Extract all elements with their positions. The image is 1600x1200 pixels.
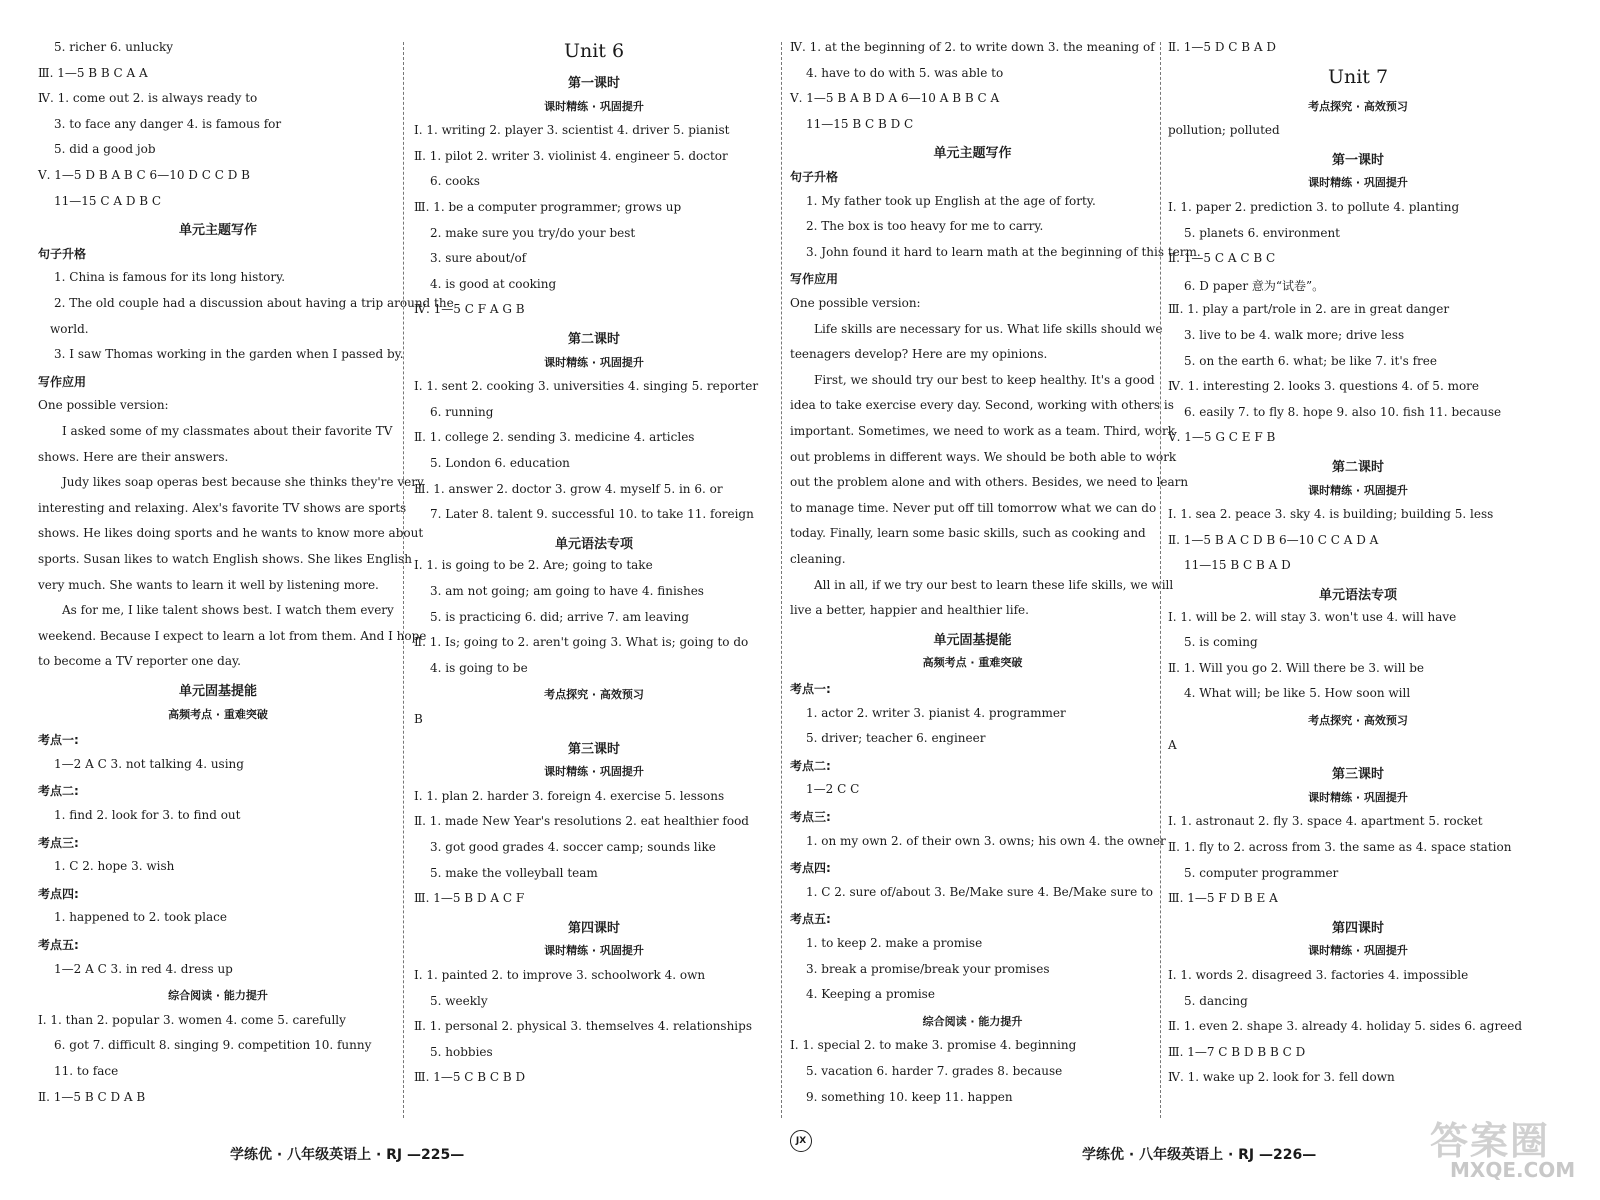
answer-line: Ⅰ. 1. plan 2. harder 3. foreign 4. exercise 5. lessons (414, 788, 725, 803)
column-3 (790, 40, 1201, 1110)
subheading: 考点一: (790, 682, 831, 696)
answer-line: 3. am not going; am going to have 4. finishes (430, 584, 704, 598)
subheading: 课时精练 · 巩固提升 (1308, 790, 1408, 804)
answer-line: Ⅴ. 1—5 B A B D A 6—10 A B B C A (790, 91, 1000, 106)
answer-line: live a better, happier and healthier life. (790, 603, 1029, 618)
answer-line: 5. is practicing 6. did; arrive 7. am leaving (430, 609, 690, 624)
subheading: 考点五: (790, 912, 831, 927)
section-heading: 第一课时 (1331, 152, 1384, 168)
answer-line: 3. I saw Thomas working in the garden when I passed by. (54, 347, 404, 362)
section-heading: 单元固基提能 (933, 632, 1012, 648)
column-divider (1160, 42, 1161, 1118)
answer-line: 4. Keeping a promise (806, 987, 935, 1002)
answer-line: Ⅴ. 1—5 D B A B C 6—10 D C C D B (38, 168, 250, 182)
section-heading: 第三课时 (1331, 767, 1384, 783)
section-heading: Unit 7 (1327, 65, 1389, 88)
subheading: 课时精练 · 巩固提升 (544, 944, 644, 958)
answer-line: out problems in different ways. We should be both able to work (790, 449, 1177, 464)
subheading: 考点五: (38, 938, 79, 952)
answer-line: Ⅱ. 1—5 D C B A D (1168, 40, 1277, 54)
answer-line: 3. got good grades 4. soccer camp; sounds like (430, 840, 716, 854)
answer-line: 5. did a good job (54, 142, 156, 157)
answer-line: Ⅲ. 1. play a part/role in 2. are in great danger (1168, 302, 1450, 317)
answer-line: 1. to keep 2. make a promise (806, 936, 983, 950)
answer-line: 1—2 A C 3. not talking 4. using (54, 756, 244, 771)
section-heading: 第四课时 (567, 920, 620, 936)
answer-line: B (414, 712, 423, 726)
section-heading: 单元语法专项 (554, 536, 633, 552)
subheading: 考点一: (38, 733, 79, 748)
answer-line: Ⅲ. 1—5 F D B E A (1168, 891, 1278, 906)
answer-line: 5. planets 6. environment (1184, 225, 1340, 240)
answer-line: A (1168, 737, 1177, 752)
subheading: 课时精练 · 巩固提升 (544, 355, 644, 369)
answer-line: First, we should try our best to keep healthy. It's a good (814, 372, 1155, 387)
answer-line: 1. actor 2. writer 3. pianist 4. programmer (806, 705, 1066, 720)
answer-line: Ⅱ. 1—5 C A C B C (1168, 251, 1276, 266)
answer-line: 3. live to be 4. walk more; drive less (1184, 328, 1405, 342)
answer-line: 5. weekly (430, 993, 488, 1008)
answer-line: Ⅱ. 1. college 2. sending 3. medicine 4. articles (414, 430, 695, 445)
watermark-url: MXQE.COM (1450, 1158, 1576, 1182)
answer-line: 11—15 B C B D C (806, 116, 914, 131)
answer-line: today. Finally, learn some basic skills, such as cooking and (790, 526, 1146, 541)
column-divider (403, 42, 404, 1118)
subheading: 考点探究 · 高效预习 (1308, 714, 1408, 727)
answer-line: 1. My father took up English at the age of forty. (806, 193, 1096, 208)
section-heading: 第一课时 (567, 76, 620, 91)
section-heading: 单元固基提能 (178, 684, 257, 699)
answer-line: 4. What will; be like 5. How soon will (1184, 686, 1411, 701)
answer-line: Ⅱ. 1. made New Year's resolutions 2. eat healthier food (414, 814, 749, 829)
answer-line: 1. C 2. hope 3. wish (54, 859, 175, 874)
subheading: 考点二: (790, 758, 831, 773)
answer-line: 1. happened to 2. took place (54, 910, 227, 925)
subheading: 写作应用 (790, 272, 839, 287)
answer-line: Ⅲ. 1—5 B D A C F (414, 891, 525, 906)
answer-line: Ⅰ. 1. paper 2. prediction 3. to pollute 4. planting (1168, 200, 1460, 214)
answer-line: 5. vacation 6. harder 7. grades 8. because (806, 1064, 1063, 1078)
section-heading: 单元主题写作 (933, 146, 1012, 162)
answer-line: 6. running (430, 404, 494, 419)
answer-line: out the problem alone and with others. Besides, we need to learn (790, 475, 1189, 490)
answer-line: Ⅰ. 1. astronaut 2. fly 3. space 4. apartment 5. rocket (1168, 814, 1483, 829)
answer-line: 2. make sure you try/do your best (430, 225, 636, 240)
answer-line: 3. to face any danger 4. is famous for (54, 116, 282, 131)
subheading: 课时精练 · 巩固提升 (1308, 944, 1408, 958)
answer-line: 1. on my own 2. of their own 3. owns; his own 4. the owner (806, 833, 1166, 848)
answer-line: Ⅳ. 1. come out 2. is always ready to (38, 91, 258, 106)
answer-line: 11—15 C A D B C (54, 193, 162, 208)
subheading: 课时精练 · 巩固提升 (1308, 176, 1408, 190)
answer-line: Ⅰ. 1. is going to be 2. Are; going to take (414, 558, 653, 573)
answer-line: 9. something 10. keep 11. happen (806, 1089, 1013, 1104)
answer-line: 1. find 2. look for 3. to find out (54, 808, 241, 822)
answer-line: 6. cooks (430, 174, 480, 189)
answer-line: Ⅳ. 1—5 C F A G B (414, 302, 525, 317)
section-heading: 单元语法专项 (1318, 588, 1397, 603)
subheading: 课时精练 · 巩固提升 (1308, 483, 1408, 497)
answer-line: One possible version: (790, 296, 921, 310)
subheading: 考点四: (38, 886, 79, 901)
answer-line: 5. London 6. education (430, 456, 570, 470)
answer-line: Ⅱ. 1. fly to 2. across from 3. the same as 4. space station (1168, 840, 1512, 854)
subheading: 写作应用 (38, 374, 87, 389)
section-heading: 单元主题写作 (178, 223, 257, 239)
answer-line: Ⅲ. 1. answer 2. doctor 3. grow 4. myself 5. in 6. or (414, 481, 723, 496)
answer-line: 2. The box is too heavy for me to carry. (806, 219, 1044, 234)
subheading: 考点探究 · 高效预习 (1308, 99, 1408, 113)
answer-line: world. (50, 321, 89, 336)
answer-line: Ⅰ. 1. sea 2. peace 3. sky 4. is building; building 5. less (1168, 507, 1494, 522)
subheading: 考点四: (790, 861, 831, 876)
answer-line: 1. China is famous for its long history. (54, 270, 286, 285)
answer-line: Ⅰ. 1. special 2. to make 3. promise 4. beginning (790, 1038, 1077, 1053)
answer-line: 5. hobbies (430, 1044, 493, 1059)
answer-line: 11. to face (54, 1064, 119, 1078)
answer-line: shows. Here are their answers. (38, 449, 229, 464)
answer-line: Ⅱ. 1. even 2. shape 3. already 4. holiday 5. sides 6. agreed (1168, 1019, 1523, 1034)
answer-line: to manage time. Never put off till tomorrow what we can do (790, 500, 1157, 515)
answer-line: Ⅳ. 1. interesting 2. looks 3. questions 4. of 5. more (1168, 379, 1480, 394)
subheading: 句子升格 (790, 170, 839, 184)
answer-line: Ⅲ. 1—5 B B C A A (38, 65, 148, 80)
answer-line: Ⅳ. 1. at the beginning of 2. to write down 3. the meaning of (790, 40, 1155, 54)
answer-line: 3. break a promise/break your promises (806, 961, 1050, 976)
answer-line: 3. John found it hard to learn math at the beginning of this term. (806, 244, 1201, 259)
subheading: 课时精练 · 巩固提升 (544, 765, 644, 779)
answer-line: 1. C 2. sure of/about 3. Be/Make sure 4. Be/Make sure to (806, 884, 1154, 899)
answer-line: 5. on the earth 6. what; be like 7. it's free (1184, 353, 1437, 368)
answer-line: weekend. Because I expect to learn a lot from them. And I hope (38, 628, 427, 643)
answer-line: 3. sure about/of (430, 251, 527, 266)
answer-line: sports. Susan likes to watch English shows. She likes English (38, 552, 412, 566)
answer-line: 6. D paper 意为“试卷”。 (1184, 278, 1325, 293)
subheading: 考点三: (38, 835, 79, 850)
answer-line: Ⅰ. 1. than 2. popular 3. women 4. come 5. carefully (38, 1012, 346, 1027)
answer-line: pollution; polluted (1168, 123, 1280, 138)
answer-line: One possible version: (38, 398, 169, 413)
answer-line: idea to take exercise every day. Second, working with others is (790, 398, 1174, 413)
answer-line: Ⅳ. 1. wake up 2. look for 3. fell down (1168, 1070, 1395, 1085)
answer-line: Ⅱ. 1. pilot 2. writer 3. violinist 4. engineer 5. doctor (414, 148, 728, 163)
column-divider (781, 42, 782, 1118)
section-heading: 第四课时 (1331, 920, 1384, 936)
section-heading: 第二课时 (567, 332, 620, 347)
answer-line: 5. richer 6. unlucky (54, 40, 173, 54)
column-1 (38, 40, 454, 1110)
answer-line: 6. easily 7. to fly 8. hope 9. also 10. fish 11. because (1184, 404, 1502, 419)
answer-line: Ⅱ. 1—5 B C D A B (38, 1089, 146, 1104)
answer-line: 5. dancing (1184, 993, 1248, 1008)
center-badge: JX (790, 1130, 812, 1152)
answer-line: 5. make the volleyball team (430, 865, 598, 880)
answer-line: Ⅱ. 1. Is; going to 2. aren't going 3. What is; going to do (414, 635, 749, 650)
answer-line: Ⅱ. 1. Will you go 2. Will there be 3. will be (1168, 660, 1425, 675)
subheading: 考点三: (790, 810, 831, 824)
answer-line: Ⅲ. 1—7 C B D B B C D (1168, 1044, 1306, 1059)
section-heading: 第三课时 (567, 741, 620, 757)
answer-line: 4. is going to be (430, 660, 528, 675)
subheading: 课时精练 · 巩固提升 (544, 99, 644, 113)
answer-line: interesting and relaxing. Alex's favorite TV shows are sports (38, 500, 407, 515)
subheading: 句子升格 (38, 246, 87, 261)
answer-line: 6. got 7. difficult 8. singing 9. competition 10. funny (54, 1038, 372, 1053)
answer-line: 4. have to do with 5. was able to (806, 65, 1004, 80)
answer-line: 1—2 C C (806, 782, 860, 797)
answer-line: Ⅰ. 1. sent 2. cooking 3. universities 4. singing 5. reporter (414, 379, 759, 394)
answer-line: 4. is good at cooking (430, 276, 557, 291)
answer-line: Ⅰ. 1. words 2. disagreed 3. factories 4. impossible (1168, 968, 1469, 982)
subheading: 考点二: (38, 784, 79, 799)
subheading: 考点探究 · 高效预习 (544, 688, 644, 702)
answer-line: 5. driver; teacher 6. engineer (806, 731, 986, 746)
subheading: 综合阅读 · 能力提升 (168, 989, 268, 1003)
column-4 (1168, 40, 1548, 1110)
answer-line: to become a TV reporter one day. (38, 654, 241, 669)
answer-line: Life skills are necessary for us. What life skills should we (814, 321, 1163, 336)
subheading: 综合阅读 · 能力提升 (922, 1014, 1023, 1028)
answer-line: Ⅴ. 1—5 G C E F B (1168, 430, 1276, 445)
answer-line: 7. Later 8. talent 9. successful 10. to take 11. foreign (430, 507, 754, 522)
answer-line: teenagers develop? Here are my opinions. (790, 347, 1048, 362)
answer-line: 5. computer programmer (1184, 865, 1339, 880)
answer-line: Ⅰ. 1. writing 2. player 3. scientist 4. driver 5. pianist (414, 123, 730, 138)
answer-line: cleaning. (790, 552, 846, 566)
answer-line: shows. He likes doing sports and he wants to know more about (38, 526, 424, 541)
column-2 (414, 40, 774, 1110)
footer-page-left: 学练优 · 八年级英语上 · RJ —225— (230, 1147, 465, 1163)
answer-line: Ⅱ. 1—5 B A C D B 6—10 C C A D A (1168, 532, 1379, 547)
footer-page-right: 学练优 · 八年级英语上 · RJ —226— (1082, 1147, 1317, 1163)
section-heading: 第二课时 (1331, 460, 1384, 475)
subheading: 高频考点 · 重难突破 (168, 707, 268, 721)
answer-line: Judy likes soap operas best because she thinks they're very (62, 475, 424, 490)
answer-line: very much. She wants to learn it well by listening more. (38, 577, 379, 592)
answer-line: I asked some of my classmates about their favorite TV (62, 424, 393, 438)
section-heading: Unit 6 (563, 40, 625, 62)
answer-line: Ⅰ. 1. painted 2. to improve 3. schoolwork 4. own (414, 968, 706, 982)
watermark (1430, 1110, 1590, 1190)
answer-line: Ⅰ. 1. will be 2. will stay 3. won't use 4. will have (1168, 609, 1457, 624)
watermark-glyphs: 答案圈 (1430, 1119, 1551, 1163)
answer-line: Ⅲ. 1—5 C B C B D (414, 1070, 526, 1085)
answer-line: important. Sometimes, we need to work as a team. Third, work (790, 424, 1175, 438)
answer-line: Ⅲ. 1. be a computer programmer; grows up (414, 200, 682, 214)
answer-line: 2. The old couple had a discussion about having a trip around the (54, 296, 454, 310)
answer-line: As for me, I like talent shows best. I watch them every (62, 603, 394, 618)
answer-line: 11—15 B C B A D (1184, 558, 1291, 573)
answer-line: 1—2 A C 3. in red 4. dress up (54, 961, 233, 976)
answer-line: Ⅱ. 1. personal 2. physical 3. themselves 4. relationships (414, 1019, 752, 1034)
subheading: 高频考点 · 重难突破 (922, 656, 1023, 670)
answer-line: 5. is coming (1184, 635, 1258, 650)
answer-line: All in all, if we try our best to learn these life skills, we will (814, 577, 1174, 592)
